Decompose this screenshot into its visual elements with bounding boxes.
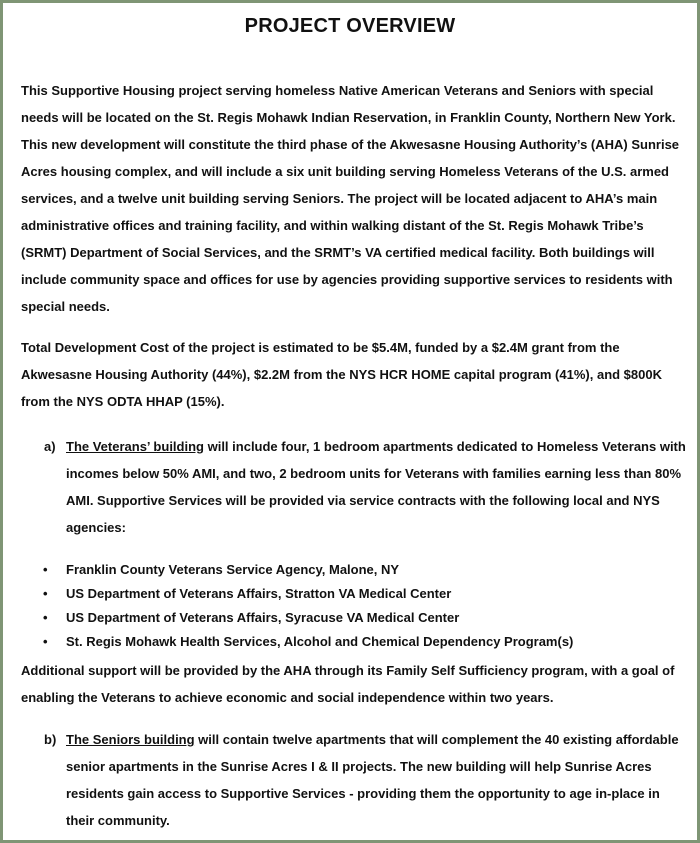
- seniors-heading: The Seniors building: [66, 732, 195, 747]
- list-marker-b: b): [44, 732, 57, 747]
- list-item: [21, 630, 687, 654]
- agency-name: St. Regis Mohawk Health Services, Alcohol and Chemical Dependency Program(s): [66, 634, 574, 649]
- list-item: [21, 606, 687, 630]
- seniors-body: will contain twelve apartments that will complement the 40 existing affordable senior apartments in the Sunrise Acres I & II projects. The new building will help Sunrise Acres residents gain access to Supportive Services - providing them the opportunity to age in-place in their community.: [66, 732, 679, 828]
- agency-list: [21, 558, 687, 654]
- list-marker-a: a): [44, 439, 56, 454]
- cost-paragraph: Total Development Cost of the project is estimated to be $5.4M, funded by a $2.4M grant from the Akwesasne Housing Authority (44%), $2.2M from the NYS HCR HOME capital program (41%), and $800K from the NYS ODTA HHAP (15%).: [21, 340, 662, 409]
- list-item: [21, 582, 687, 606]
- page-title: PROJECT OVERVIEW: [244, 15, 456, 37]
- veterans-heading: The Veterans’ building: [66, 439, 204, 454]
- agency-name: Franklin County Veterans Service Agency, Malone, NY: [66, 562, 400, 577]
- veterans-text: [66, 433, 689, 541]
- veterans-body: will include four, 1 bedroom apartments dedicated to Homeless Veterans with incomes below 50% AMI, and two, 2 bedroom units for Veterans with families earning less than 80% AMI. Supportive Services will be provided via service contracts with the following local and NYS agencies:: [66, 439, 686, 535]
- list-item-seniors: [21, 726, 689, 834]
- agency-name: US Department of Veterans Affairs, Syracuse VA Medical Center: [66, 610, 460, 625]
- additional-support-paragraph: Additional support will be provided by the AHA through its Family Self Sufficiency program, with a goal of enabling the Veterans to achieve economic and social independence within two years.: [21, 663, 675, 705]
- agency-name: US Department of Veterans Affairs, Stratton VA Medical Center: [66, 586, 452, 601]
- list-item: [21, 558, 687, 582]
- bullet-icon: •: [43, 562, 48, 577]
- seniors-text: [66, 726, 689, 834]
- intro-paragraph: This Supportive Housing project serving homeless Native American Veterans and Seniors with special needs will be located on the St. Regis Mohawk Indian Reservation, in Franklin County, Northern New York. This new development will constitute the third phase of the Akwesasne Housing Authority’s (AHA) Sunrise Acres housing complex, and will include a six unit building serving Homeless Veterans of the U.S. armed services, and a twelve unit building serving Seniors. The project will be located adjacent to AHA’s main administrative offices and training facility, and within walking distant of the St. Regis Mohawk Tribe’s (SRMT) Department of Social Services, and the SRMT’s VA certified medical facility. Both buildings will include community space and offices for use by agencies providing supportive services to residents with special needs.: [21, 83, 680, 314]
- bullet-icon: •: [43, 586, 48, 601]
- list-item-veterans: [21, 433, 689, 541]
- bullet-icon: •: [43, 610, 48, 625]
- bullet-icon: •: [43, 634, 48, 649]
